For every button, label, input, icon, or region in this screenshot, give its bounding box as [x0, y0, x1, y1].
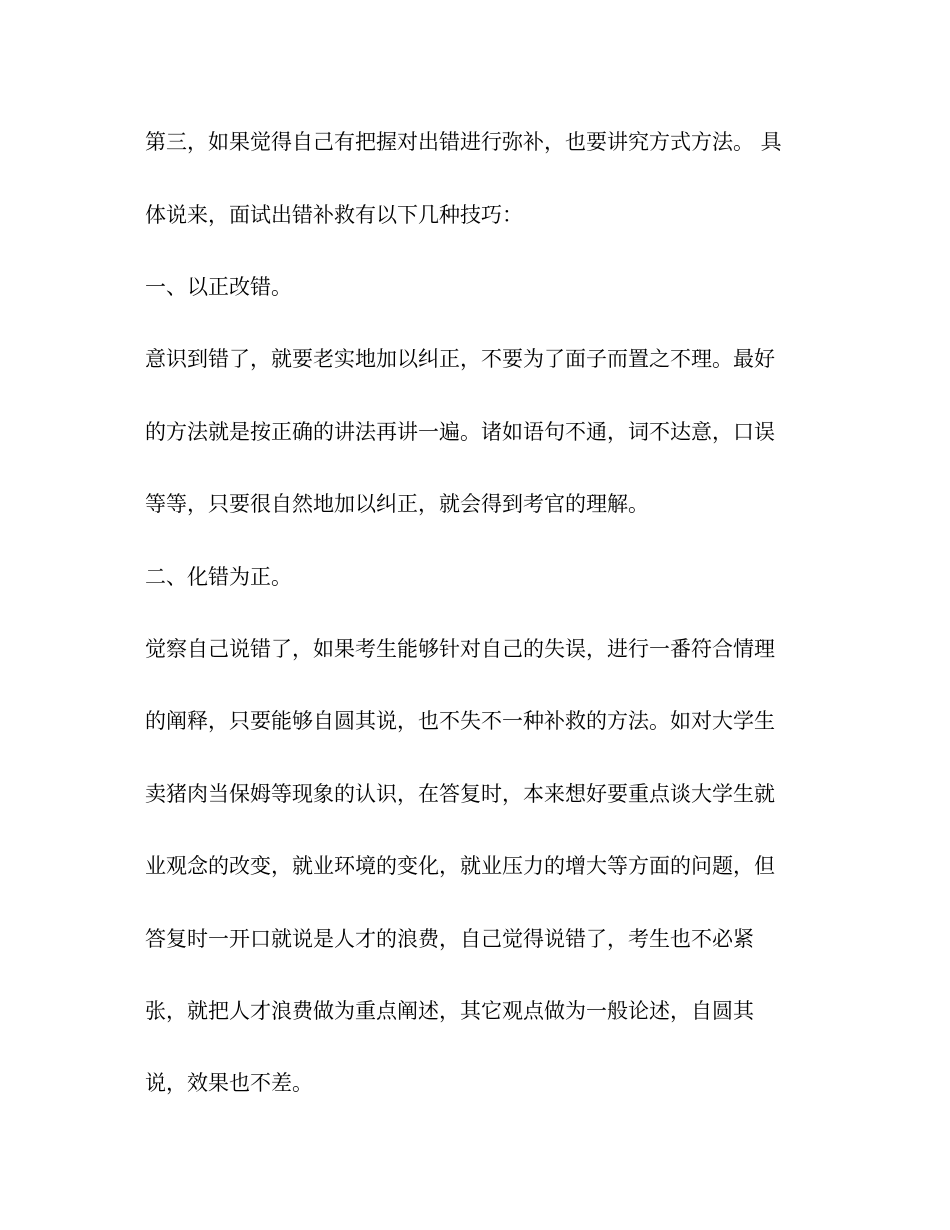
- paragraph-line: 张，就把人才浪费做为重点阐述，其它观点做为一般论述，自圆其: [145, 999, 754, 1023]
- paragraph-line: 第三，如果觉得自己有把握对出错进行弥补，也要讲究方式方法。 具: [145, 130, 782, 154]
- paragraph-line: 的阐释，只要能够自圆其说，也不失不一种补救的方法。如对大学生: [145, 709, 775, 733]
- paragraph-line: 体说来，面试出错补救有以下几种技巧：: [145, 203, 523, 227]
- section-heading: 二、化错为正。: [145, 565, 292, 589]
- paragraph-line: 业观念的改变，就业环境的变化，就业压力的增大等方面的问题，但: [145, 854, 775, 878]
- paragraph-line: 说，效果也不差。: [145, 1071, 313, 1095]
- paragraph-line: 意识到错了，就要老实地加以纠正，不要为了面子而置之不理。最好: [145, 347, 775, 371]
- paragraph-line: 觉察自己说错了，如果考生能够针对自己的失误，进行一番符合情理: [145, 637, 775, 661]
- paragraph-line: 等等，只要很自然地加以纠正，就会得到考官的理解。: [145, 492, 649, 516]
- paragraph-line: 答复时一开口就说是人才的浪费，自己觉得说错了，考生也不必紧: [145, 927, 754, 951]
- paragraph-line: 卖猪肉当保姆等现象的认识，在答复时，本来想好要重点谈大学生就: [145, 782, 775, 806]
- section-heading: 一、以正改错。: [145, 275, 292, 299]
- paragraph-line: 的方法就是按正确的讲法再讲一遍。诸如语句不通，词不达意，口误: [145, 420, 775, 444]
